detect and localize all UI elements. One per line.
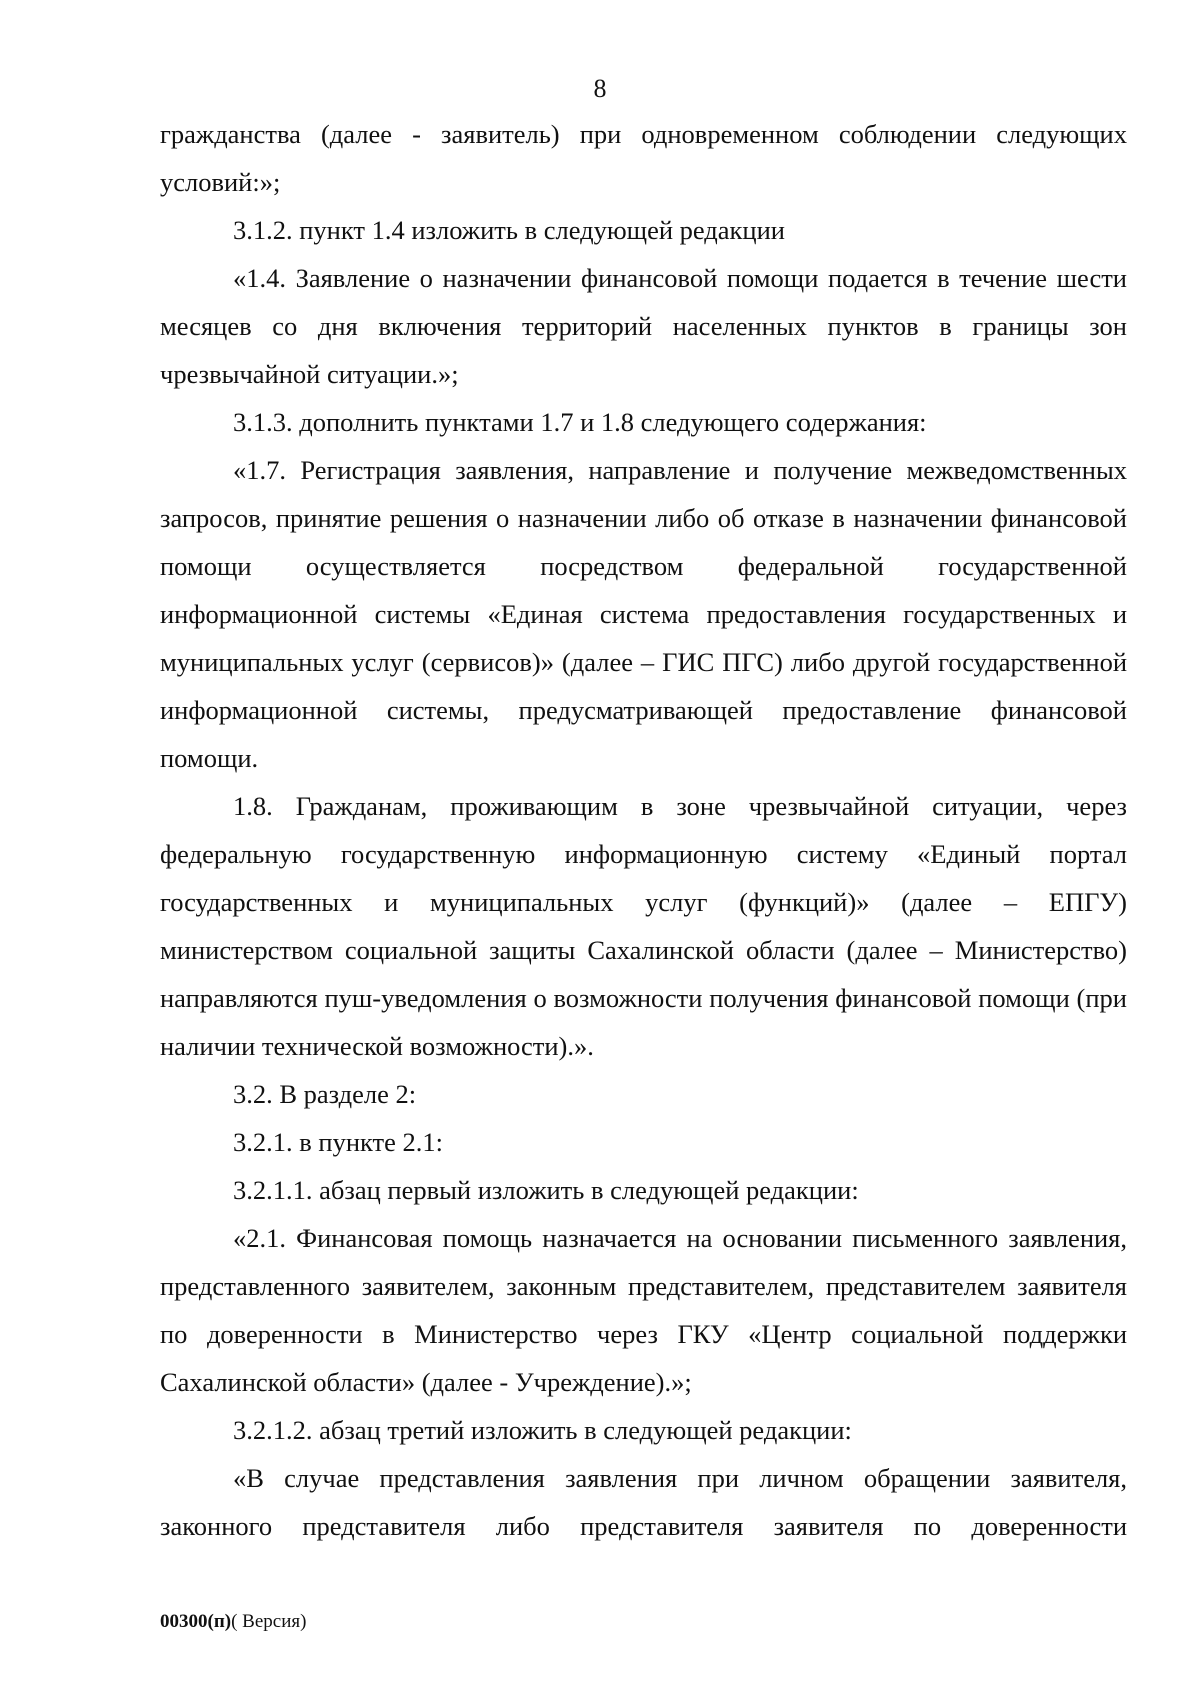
paragraph-personal-application: «В случае представления заявления при личном обращении заявителя, законного представителя либо представителя заявителя по доверенности — [160, 1463, 1127, 1541]
paragraph-1-7: «1.7. Регистрация заявления, направление и получение межведомственных запросов, принятие решения о назначении либо об отказе в назначении финансовой помощи осуществляется посредством федеральной государственной информационной системы «Единая система предоставления государственных и муниципальных услуг (сервисов)» (далее – ГИС ПГС) либо другой государственной информационной системы, предусматривающей предоставление финансовой помощи. — [160, 455, 1127, 773]
page-number: 8 — [593, 74, 607, 103]
document-footer — [160, 1610, 306, 1634]
footer-code: 00300(п) — [160, 1611, 232, 1632]
paragraph-3-2-1-2: 3.2.1.2. абзац третий изложить в следующей редакции: — [233, 1415, 852, 1445]
paragraph-continuation: гражданства (далее - заявитель) при одновременном соблюдении следующих условий:»; — [160, 119, 1127, 197]
paragraph-1-8: 1.8. Гражданам, проживающим в зоне чрезвычайной ситуации, через федеральную государственную информационную систему «Единый портал государственных и муниципальных услуг (функций)» (далее – ЕПГУ) министерством социальной защиты Сахалинской области (далее – Министерство) направляются пуш-уведомления о возможности получения финансовой помощи (при наличии технической возможности).». — [160, 791, 1127, 1061]
paragraph-1-4: «1.4. Заявление о назначении финансовой помощи подается в течение шести месяцев со дня включения территорий населенных пунктов в границы зон чрезвычайной ситуации.»; — [160, 263, 1127, 389]
paragraph-3-2-1-1: 3.2.1.1. абзац первый изложить в следующей редакции: — [233, 1175, 859, 1205]
paragraph-3-2: 3.2. В разделе 2: — [233, 1079, 417, 1109]
paragraph-3-1-3: 3.1.3. дополнить пунктами 1.7 и 1.8 следующего содержания: — [233, 407, 927, 437]
footer-version: ( Версия) — [231, 1611, 307, 1632]
paragraph-3-2-1: 3.2.1. в пункте 2.1: — [233, 1127, 443, 1157]
paragraph-2-1: «2.1. Финансовая помощь назначается на основании письменного заявления, представленного заявителем, законным представителем, представителем заявителя по доверенности в Министерство через ГКУ «Центр социальной поддержки Сахалинской области» (далее - Учреждение).»; — [160, 1223, 1127, 1397]
paragraph-3-1-2: 3.1.2. пункт 1.4 изложить в следующей редакции — [233, 215, 785, 245]
document-body — [160, 110, 1127, 1550]
